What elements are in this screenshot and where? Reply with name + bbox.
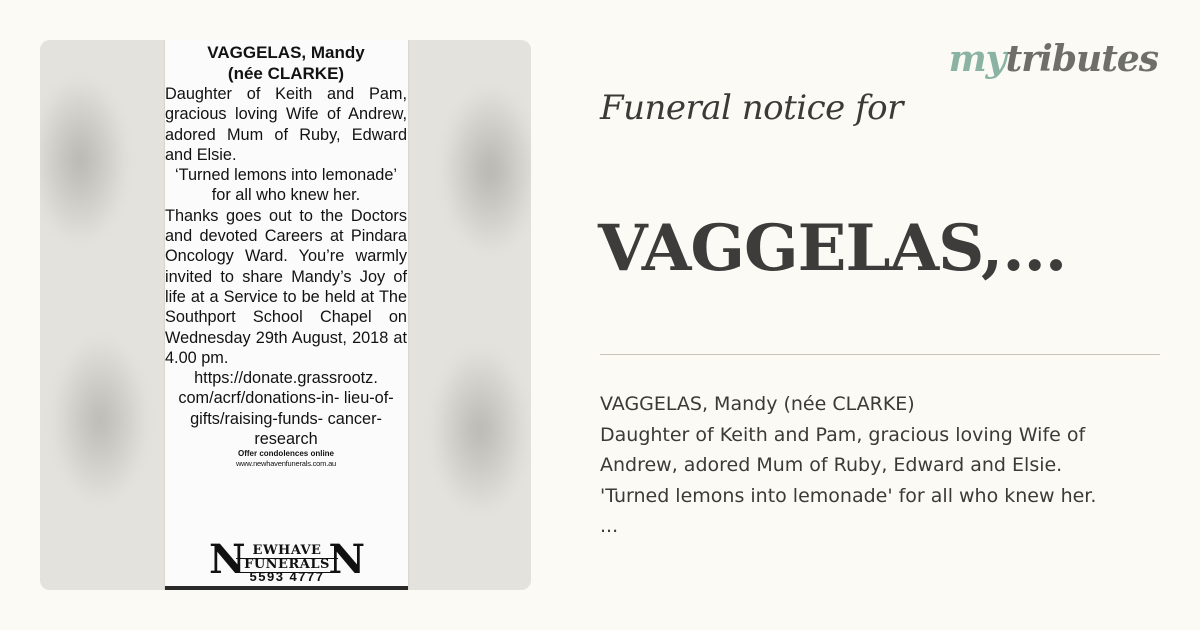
notice-paragraph-service: Thanks goes out to the Doctors and devoted Careers at Pindara Oncology Ward. You’re warmly invited to share Mandy’s Joy of life at a Service to be held at The Southport School Chapel on Wednesday 29th August, 2018 at 4.00 pm. [165, 206, 407, 367]
brand-part-tributes: tributes [1005, 38, 1158, 80]
description-name-line: VAGGELAS, Mandy (née CLARKE) [600, 393, 915, 415]
notice-description [600, 389, 1120, 542]
newspaper-clipping [165, 40, 408, 590]
divider [600, 354, 1160, 355]
notice-website: www.newhavenfunerals.com.au [235, 459, 337, 469]
notice-image [40, 40, 531, 590]
page-heading: Funeral notice for [600, 88, 903, 128]
logo-letter-left: N [209, 536, 246, 583]
funeral-home-logo [209, 536, 365, 584]
notice-donation-link: https://donate.grassrootz. com/acrf/donations-in- lieu-of-gifts/raising-funds- cancer-research [178, 369, 394, 449]
notice-name: VAGGELAS, Mandy [207, 43, 365, 62]
description-body: Daughter of Keith and Pam, gracious loving Wife of Andrew, adored Mum of Ruby, Edward and Elsie. 'Turned lemons into lemonade' for all who knew her. [600, 423, 1097, 507]
logo-phone: 5593 4777 [249, 569, 325, 584]
deceased-name-title: VAGGELAS,... [598, 211, 1067, 286]
notice-paragraph-family: Daughter of Keith and Pam, gracious loving Wife of Andrew, adored Mum of Ruby, Edward and Elsie. [165, 85, 407, 164]
logo-letter-right: N [328, 536, 365, 583]
brand-part-my: my [948, 38, 1006, 80]
notice-quote: ‘Turned lemons into lemonade’ for all who knew her. [174, 166, 398, 205]
logo-word-top: EWHAVE [236, 544, 338, 559]
notice-nee: (née CLARKE) [227, 64, 345, 83]
notice-condolences: Offer condolences online [237, 449, 334, 459]
clipping-bottom-edge [165, 586, 408, 590]
logo-word-middle: FUNERALS [236, 558, 338, 573]
mytributes-logo [949, 38, 1158, 80]
description-ellipsis: ... [600, 515, 619, 537]
